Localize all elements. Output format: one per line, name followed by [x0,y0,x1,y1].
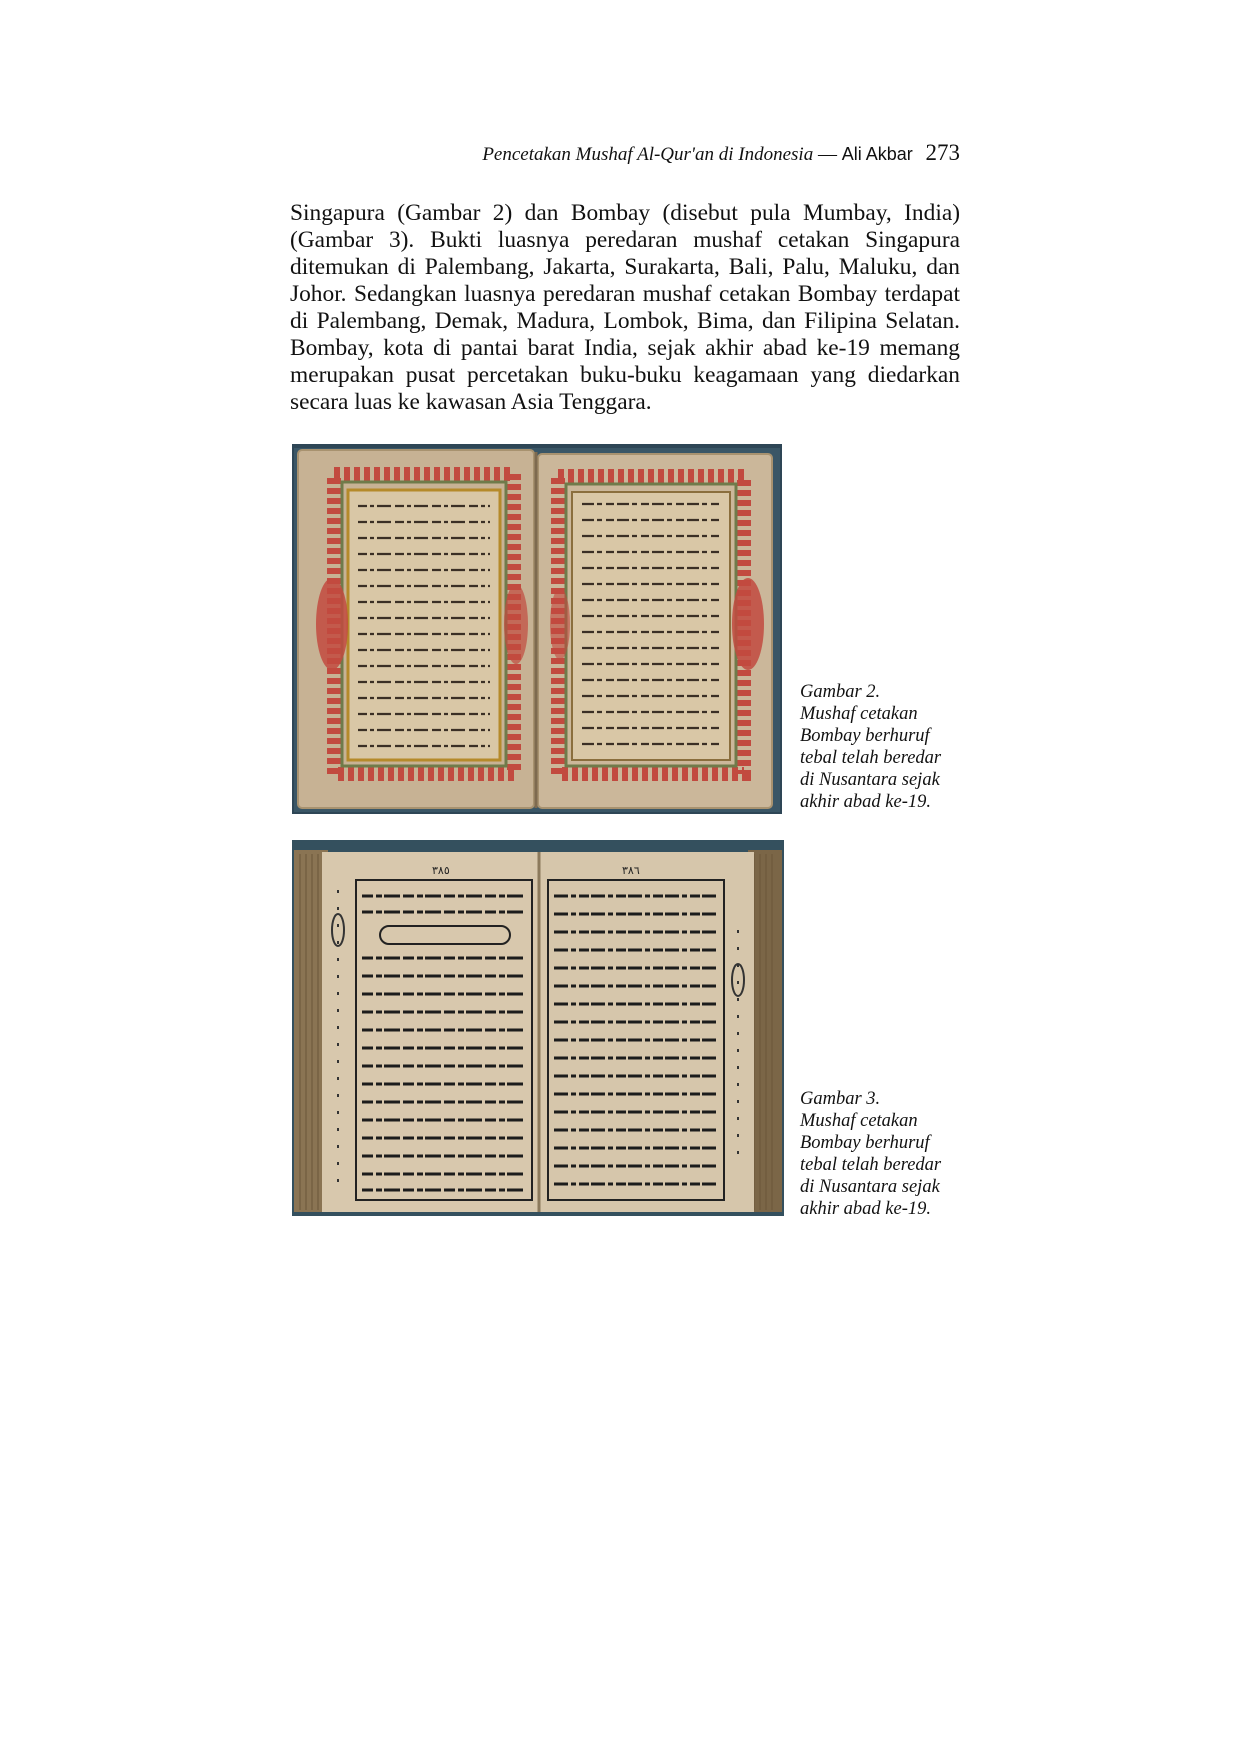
caption-line: Bombay berhuruf [800,726,930,746]
caption-line: di Nusantara sejak [800,1177,940,1197]
figure-3-page-number-left: ٣٨٥ [432,864,450,877]
figure-3-page-number-right: ٣٨٦ [622,864,640,877]
caption-line: Gambar 3. [800,1089,881,1109]
caption-line: tebal telah beredar [800,1155,942,1175]
caption-line: Mushaf cetakan [800,704,918,724]
caption-line: di Nusantara sejak [800,770,940,790]
running-header [290,140,960,166]
caption-line: akhir abad ke-19. [800,1199,932,1219]
running-header-dash: — [817,144,837,165]
figure-3-caption [800,1088,970,1220]
caption-line: tebal telah beredar [800,748,942,768]
caption-line: Mushaf cetakan [800,1111,918,1131]
caption-line: Bombay berhuruf [800,1133,930,1153]
running-header-author: Ali Akbar [841,144,913,164]
body-paragraph: Singapura (Gambar 2) dan Bombay (disebut pula Mumbay, India) (Gambar 3). Bukti luasnya peredaran mushaf cetakan Singapura ditemukan di Palembang, Jakarta, Surakarta, Bali, Palu, Maluku, dan Johor. Sedangkan luasnya peredaran mushaf cetakan Bombay terdapat di Palembang, Demak, Madura, Lombok, Bima, dan Filipina Selatan. Bombay, kota di pantai barat India, sejak akhir abad ke-19 memang merupakan pusat percetakan buku-buku keagamaan yang diedarkan secara luas ke kawasan Asia Tenggara. [290,200,960,415]
figure-2-caption [800,681,970,813]
caption-line: akhir abad ke-19. [800,792,932,812]
figure-2-photo [292,444,782,814]
page-number: 273 [925,140,960,165]
caption-line: Gambar 2. [800,682,881,702]
running-header-title: Pencetakan Mushaf Al-Qur'an di Indonesia [482,144,814,165]
figure-3-photo [292,840,784,1216]
